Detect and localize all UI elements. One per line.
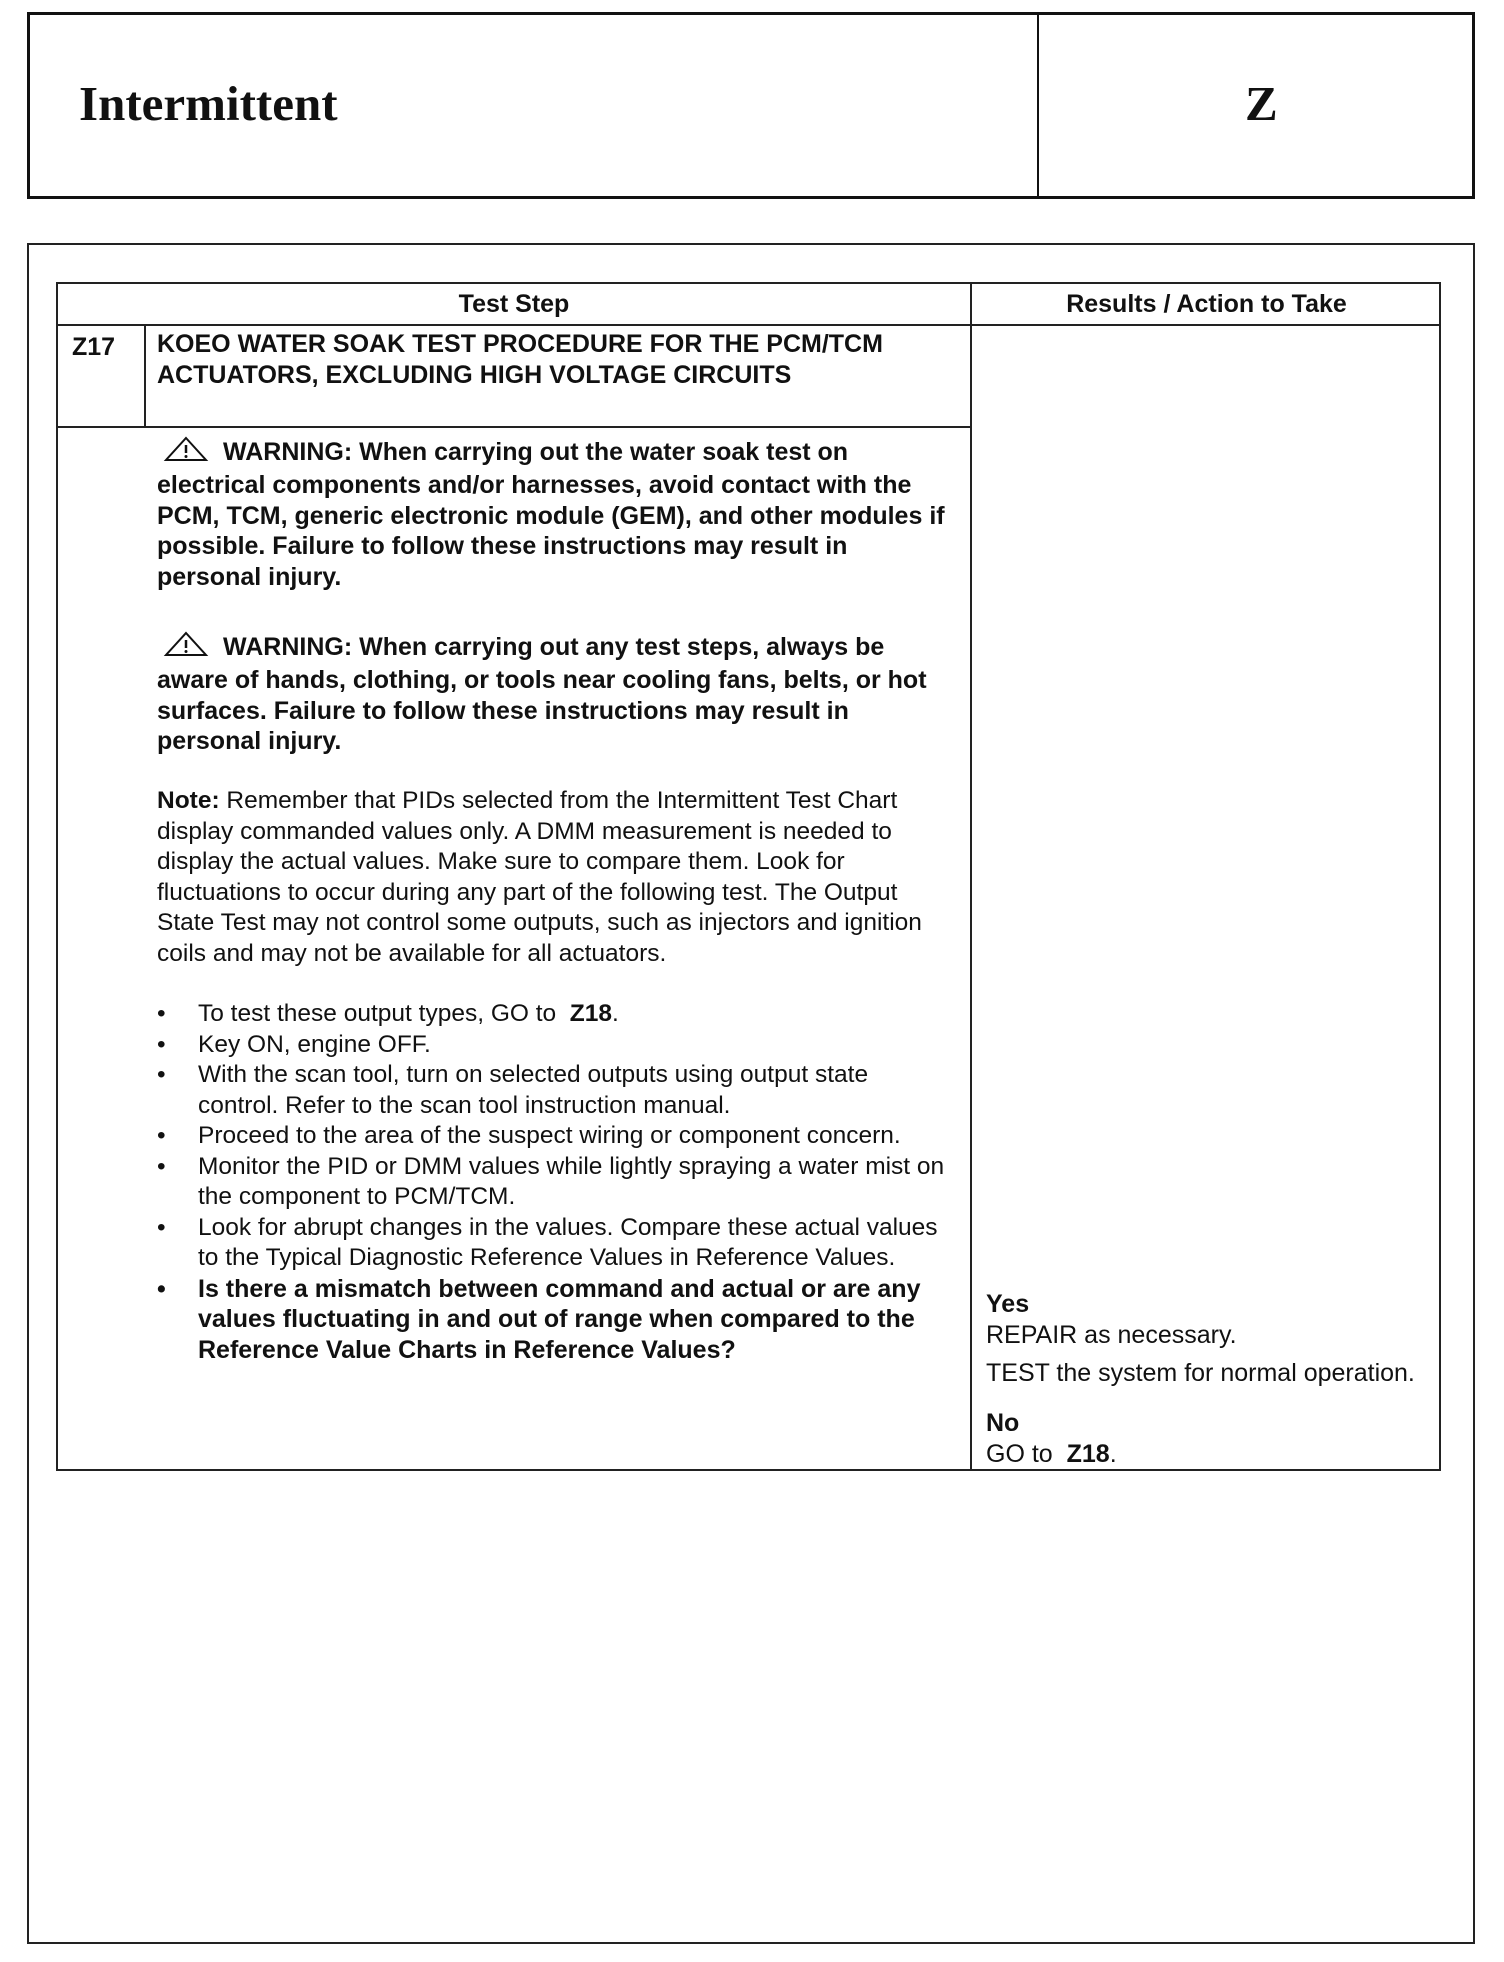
results-no [986, 1408, 1426, 1469]
test-step-table [56, 282, 1441, 1471]
step-reference-link[interactable]: Z18 [1066, 1439, 1110, 1468]
yes-action-repair: REPAIR as necessary. [986, 1320, 1237, 1349]
no-label: No [986, 1409, 1020, 1437]
list-item-question: • Is there a mismatch between command and actual or are any values fluctuating in and out of range when compared to the Reference Value Charts in Reference Values? [157, 1274, 921, 1364]
yes-label: Yes [986, 1290, 1030, 1318]
step-number: Z17 [72, 333, 116, 361]
procedure-list [157, 999, 947, 1365]
step-title-rule [58, 426, 970, 428]
note-block [157, 786, 947, 969]
warning-triangle-icon [163, 631, 209, 665]
warning-triangle-icon [163, 436, 209, 470]
header-divider [1037, 15, 1039, 196]
section-title: Intermittent [79, 76, 338, 131]
warning-block-1 [157, 436, 947, 593]
no-action: GO to Z18. [986, 1439, 1117, 1468]
yes-action-test: TEST the system for normal operation. [986, 1359, 1415, 1387]
warning-text-2: WARNING: When carrying out any test steps, always be aware of hands, clothing, or tools near cooling fans, belts, or hot surfaces. Failure to follow these instructions may result in personal injury. [157, 633, 927, 756]
column-divider [970, 284, 972, 1469]
step-title: KOEO WATER SOAK TEST PROCEDURE FOR THE PCM/TCM ACTUATORS, EXCLUDING HIGH VOLTAGE CIRCUITS [157, 330, 883, 389]
results-yes [986, 1289, 1426, 1389]
header-rule [58, 324, 1439, 326]
list-item: • With the scan tool, turn on selected outputs using output state control. Refer to the scan tool instruction manual. [157, 1061, 869, 1119]
list-item: • Monitor the PID or DMM values while lightly spraying a water mist on the component to PCM/TCM. [157, 1152, 945, 1210]
list-item: • Proceed to the area of the suspect wiring or component concern. [157, 1122, 901, 1149]
note-label: Note: [157, 787, 220, 814]
warning-text-1: WARNING: When carrying out the water soak test on electrical components and/or harnesses, avoid contact with the PCM, TCM, generic electronic module (GEM), and other modules if possible. Failure to follow these instructions may result in personal injury. [157, 438, 945, 592]
step-reference-link[interactable]: Z18 [569, 1000, 613, 1027]
list-item: • To test these output types, GO to Z18. [157, 1000, 619, 1027]
section-letter: Z [1245, 76, 1278, 131]
section-header [27, 12, 1475, 199]
column-header-results: Results / Action to Take [1066, 290, 1347, 318]
list-item: • Look for abrupt changes in the values. Compare these actual values to the Typical Diagnostic Reference Values in Reference Values. [157, 1213, 938, 1271]
list-item: • Key ON, engine OFF. [157, 1030, 431, 1058]
step-number-divider [144, 324, 146, 426]
note-text: Remember that PIDs selected from the Intermittent Test Chart display commanded values only. A DMM measurement is needed to display the actual values. Make sure to compare them. Look for fluctuations to occur during any part of the following test. The Output State Test may not control some outputs, such as injectors and ignition coils and may not be available for all actuators. [157, 787, 922, 967]
warning-block-2 [157, 631, 947, 757]
column-header-test-step: Test Step [458, 290, 570, 318]
